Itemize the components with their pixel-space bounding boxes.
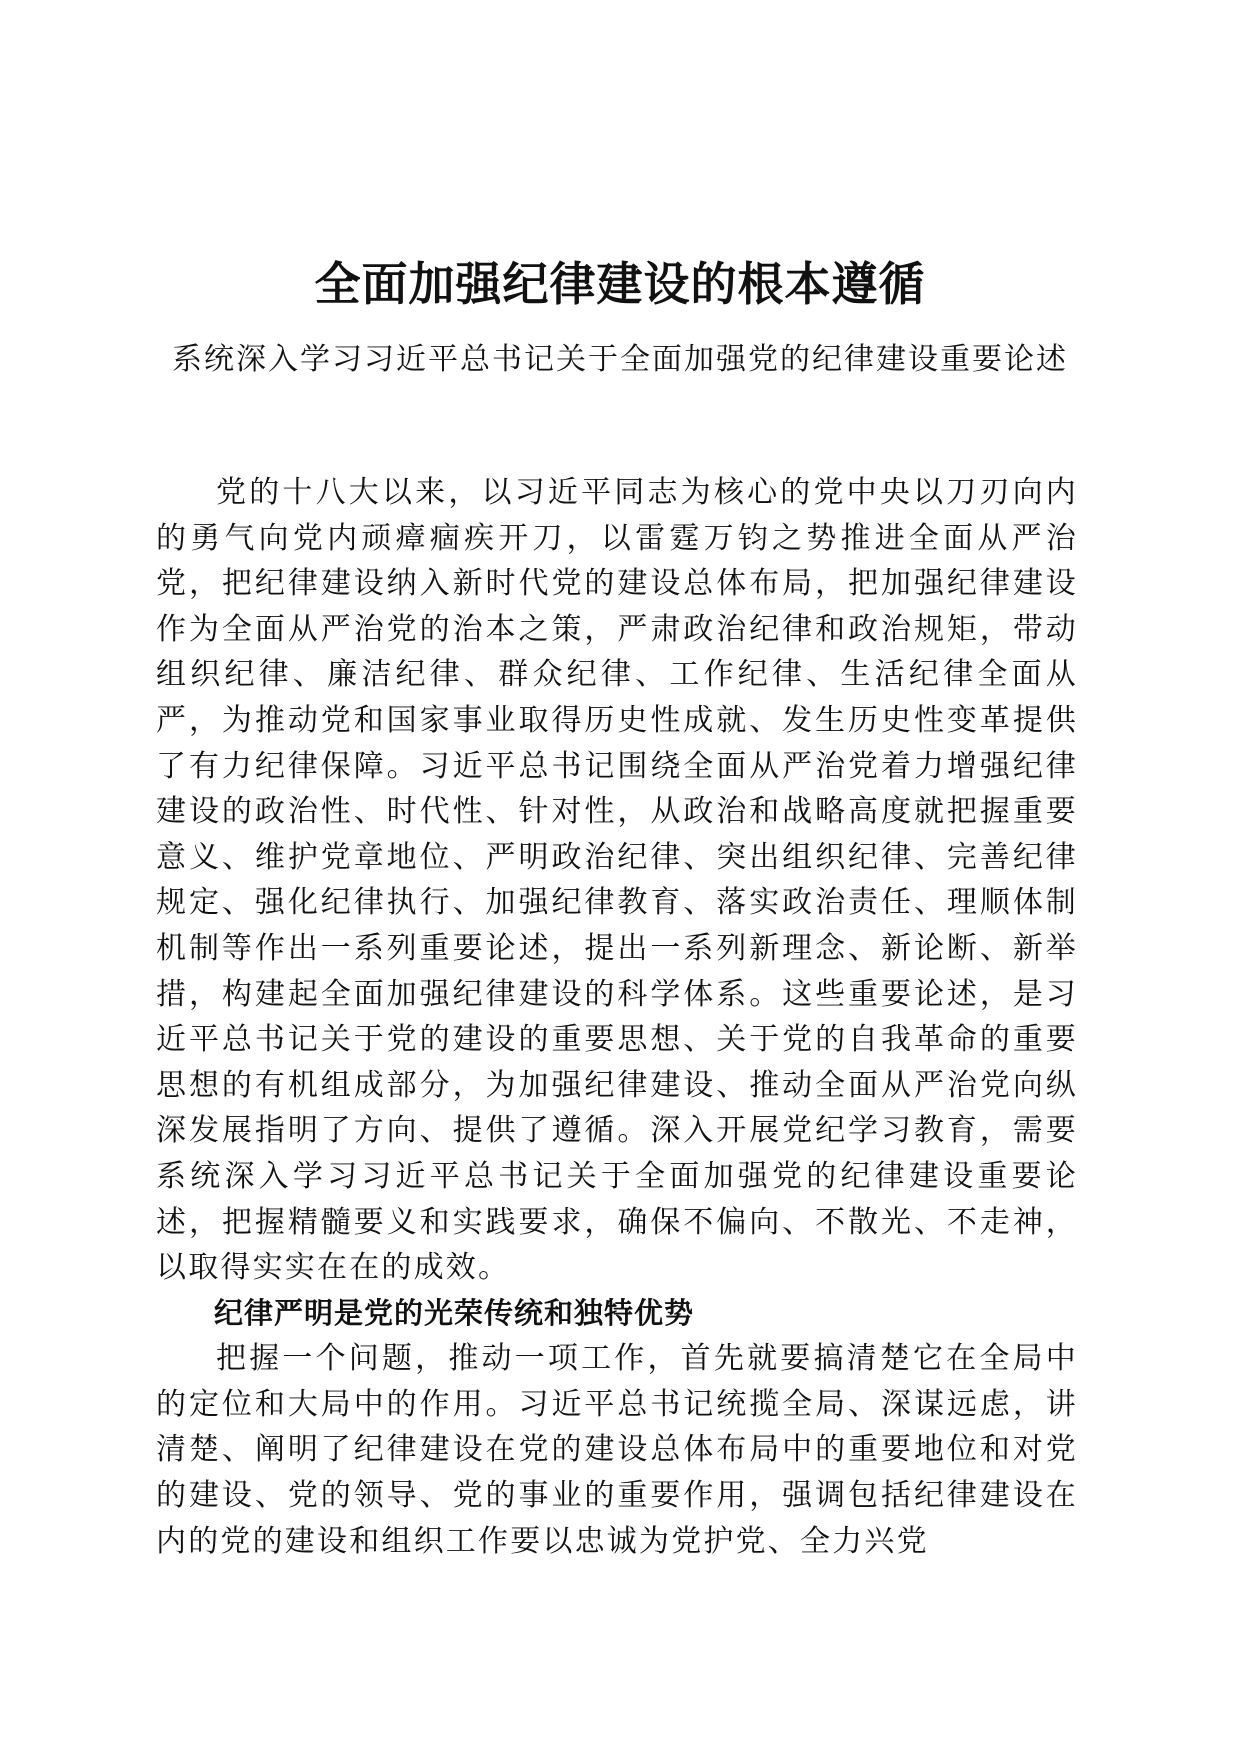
document-body: [156, 470, 1078, 1564]
document-title: 全面加强纪律建设的根本遵循: [314, 257, 926, 311]
section-heading: 纪律严明是党的光荣传统和独特优势: [214, 1295, 695, 1330]
body-paragraph: 党的十八大以来，以习近平同志为核心的党中央以刀刃向内的勇气向党内顽瘴痼疾开刀，以雷霆万钧之势推进全面从严治党，把纪律建设纳入新时代党的建设总体布局，把加强纪律建设作为全面从严治党的治本之策，严肃政治纪律和政治规矩，带动组织纪律、廉洁纪律、群众纪律、工作纪律、生活纪律全面从严，为推动党和国家事业取得历史性成就、发生历史性变革提供了有力纪律保障。习近平总书记围绕全面从严治党着力增强纪律建设的政治性、时代性、针对性，从政治和战略高度就把握重要意义、维护党章地位、严明政治纪律、突出组织纪律、完善纪律规定、强化纪律执行、加强纪律教育、落实政治责任、理顺体制机制等作出一系列重要论述，提出一系列新理念、新论断、新举措，构建起全面加强纪律建设的科学体系。这些重要论述，是习近平总书记关于党的建设的重要思想、关于党的自我革命的重要思想的有机组成部分，为加强纪律建设、推动全面从严治党向纵深发展指明了方向、提供了遵循。深入开展党纪学习教育，需要系统深入学习习近平总书记关于全面加强党的纪律建设重要论述，把握精髓要义和实践要求，确保不偏向、不散光、不走神，以取得实实在在的成效。: [156, 475, 1078, 1286]
section-paragraph: 把握一个问题，推动一项工作，首先就要搞清楚它在全局中的定位和大局中的作用。习近平总书记统揽全局、深谋远虑，讲清楚、阐明了纪律建设在党的建设总体布局中的重要地位和对党的建设、党的领导、党的事业的重要作用，强调包括纪律建设在内的党的建设和组织工作要以忠诚为党护党、全力兴党: [156, 1341, 1078, 1559]
document-subtitle: 系统深入学习习近平总书记关于全面加强党的纪律建设重要论述: [172, 342, 1068, 377]
